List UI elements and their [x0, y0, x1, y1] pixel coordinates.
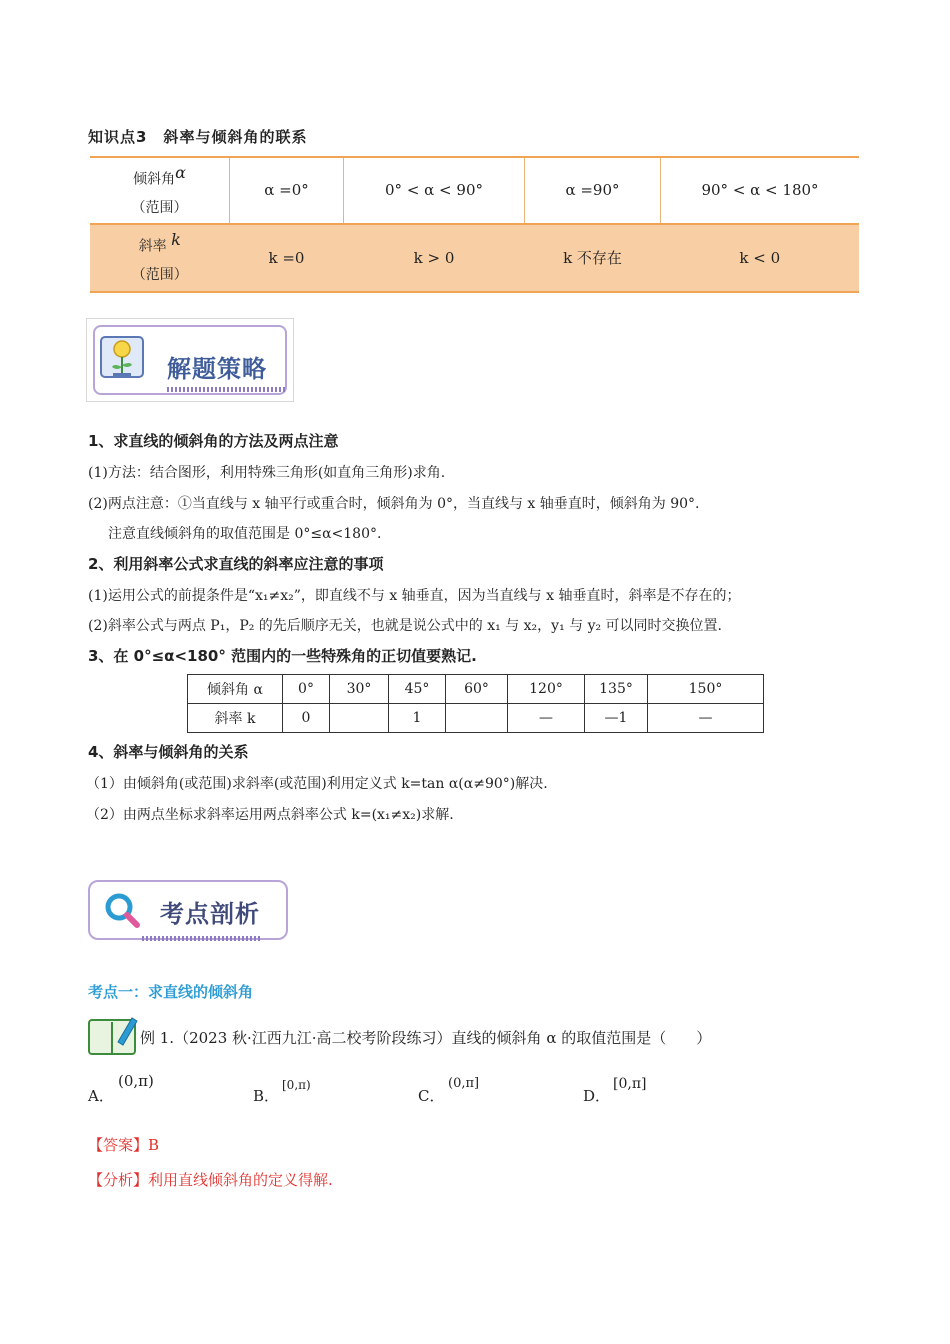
table-cell: α =0°: [230, 157, 344, 224]
option-c-letter: C．: [418, 1087, 445, 1105]
option-a-value: (0,π): [118, 1072, 154, 1090]
strategy-banner-label: 解题策略: [167, 355, 267, 383]
strategy-heading-3: 3、在 0°≤α<180° 范围内的一些特殊角的正切值要熟记.: [88, 647, 477, 665]
table-cell: 90° < α < 180°: [661, 157, 860, 224]
table-cell: 60°: [446, 675, 508, 704]
table-cell: 1: [389, 704, 446, 733]
table-row: [188, 704, 764, 733]
table-row: [90, 224, 859, 292]
strategy-heading-2: 2、利用斜率公式求直线的斜率应注意的事项: [88, 555, 384, 573]
table-cell: 150°: [648, 675, 764, 704]
magnifier-icon: [102, 890, 142, 930]
analysis: 【分析】利用直线倾斜角的定义得解.: [88, 1171, 333, 1189]
table-cell: k 不存在: [525, 224, 661, 292]
section-title: 知识点3 斜率与倾斜角的联系: [88, 128, 308, 146]
option-d-value: [0,π]: [613, 1076, 647, 1092]
row-header-slope: 斜率 k （范围）: [90, 224, 230, 292]
strategy-paragraph: (1)方法：结合图形，利用特殊三角形(如直角三角形)求角.: [88, 465, 446, 481]
notebook-pencil-icon: [88, 1014, 138, 1056]
option-d-letter: D．: [583, 1087, 611, 1105]
table-cell: k =0: [230, 224, 344, 292]
strategy-paragraph: 注意直线倾斜角的取值范围是 0°≤α<180°.: [108, 526, 382, 542]
table-cell: k < 0: [661, 224, 860, 292]
table-row: [188, 675, 764, 704]
table-cell: 120°: [508, 675, 585, 704]
table-cell: 0°: [283, 675, 330, 704]
strategy-paragraph: (2)两点注意：①当直线与 x 轴平行或重合时，倾斜角为 0°，当直线与 x 轴垂直时，倾斜角为 90°.: [88, 496, 700, 512]
table-cell: 0° < α < 90°: [344, 157, 525, 224]
strategy-banner: [86, 318, 294, 402]
table-cell: —: [648, 704, 764, 733]
analysis-banner-label: 考点剖析: [160, 900, 260, 928]
option-c-value: (0,π]: [448, 1076, 480, 1091]
table-cell: 30°: [330, 675, 389, 704]
option-b-value: [0,π): [282, 1078, 311, 1092]
strategy-heading-4: 4、斜率与倾斜角的关系: [88, 743, 249, 761]
table-cell: [446, 704, 508, 733]
row-header-angle: 倾斜角α （范围）: [90, 157, 230, 224]
strategy-heading-1: 1、求直线的倾斜角的方法及两点注意: [88, 432, 339, 450]
table-cell: 斜率 k: [188, 704, 283, 733]
answer: 【答案】B: [88, 1136, 160, 1154]
table-cell: α =90°: [525, 157, 661, 224]
lightbulb-plant-icon: [99, 333, 145, 383]
table-cell: —1: [585, 704, 648, 733]
option-b-letter: B．: [253, 1087, 280, 1105]
table-cell: 45°: [389, 675, 446, 704]
decorative-bars: [142, 936, 262, 941]
table-cell: k > 0: [344, 224, 525, 292]
point-heading: 考点一：求直线的倾斜角: [88, 983, 254, 1001]
table-cell: 0: [283, 704, 330, 733]
analysis-banner: [88, 876, 288, 946]
strategy-paragraph: （2）由两点坐标求斜率运用两点斜率公式 k=(x₁≠x₂)求解.: [86, 807, 454, 823]
decorative-bars: [167, 387, 287, 392]
option-a-letter: A．: [88, 1087, 114, 1105]
example-question: 例 1.（2023 秋·江西九江·高二校考阶段练习）直线的倾斜角 α 的取值范围是（ ）: [140, 1029, 712, 1047]
strategy-paragraph: (1)运用公式的前提条件是“x₁≠x₂”，即直线不与 x 轴垂直，因为当直线与 x 轴垂直时，斜率是不存在的；: [88, 588, 741, 604]
table-row: [90, 157, 859, 224]
special-angle-table: [187, 674, 764, 733]
table-cell: [330, 704, 389, 733]
strategy-paragraph: （1）由倾斜角(或范围)求斜率(或范围)利用定义式 k=tan α(α≠90°)解决.: [86, 776, 548, 792]
table-cell: 135°: [585, 675, 648, 704]
table-cell: 倾斜角 α: [188, 675, 283, 704]
table-cell: —: [508, 704, 585, 733]
knowledge-table: [90, 156, 859, 293]
strategy-paragraph: (2)斜率公式与两点 P₁，P₂ 的先后顺序无关，也就是说公式中的 x₁ 与 x₂，y₁ 与 y₂ 可以同时交换位置.: [88, 618, 723, 634]
